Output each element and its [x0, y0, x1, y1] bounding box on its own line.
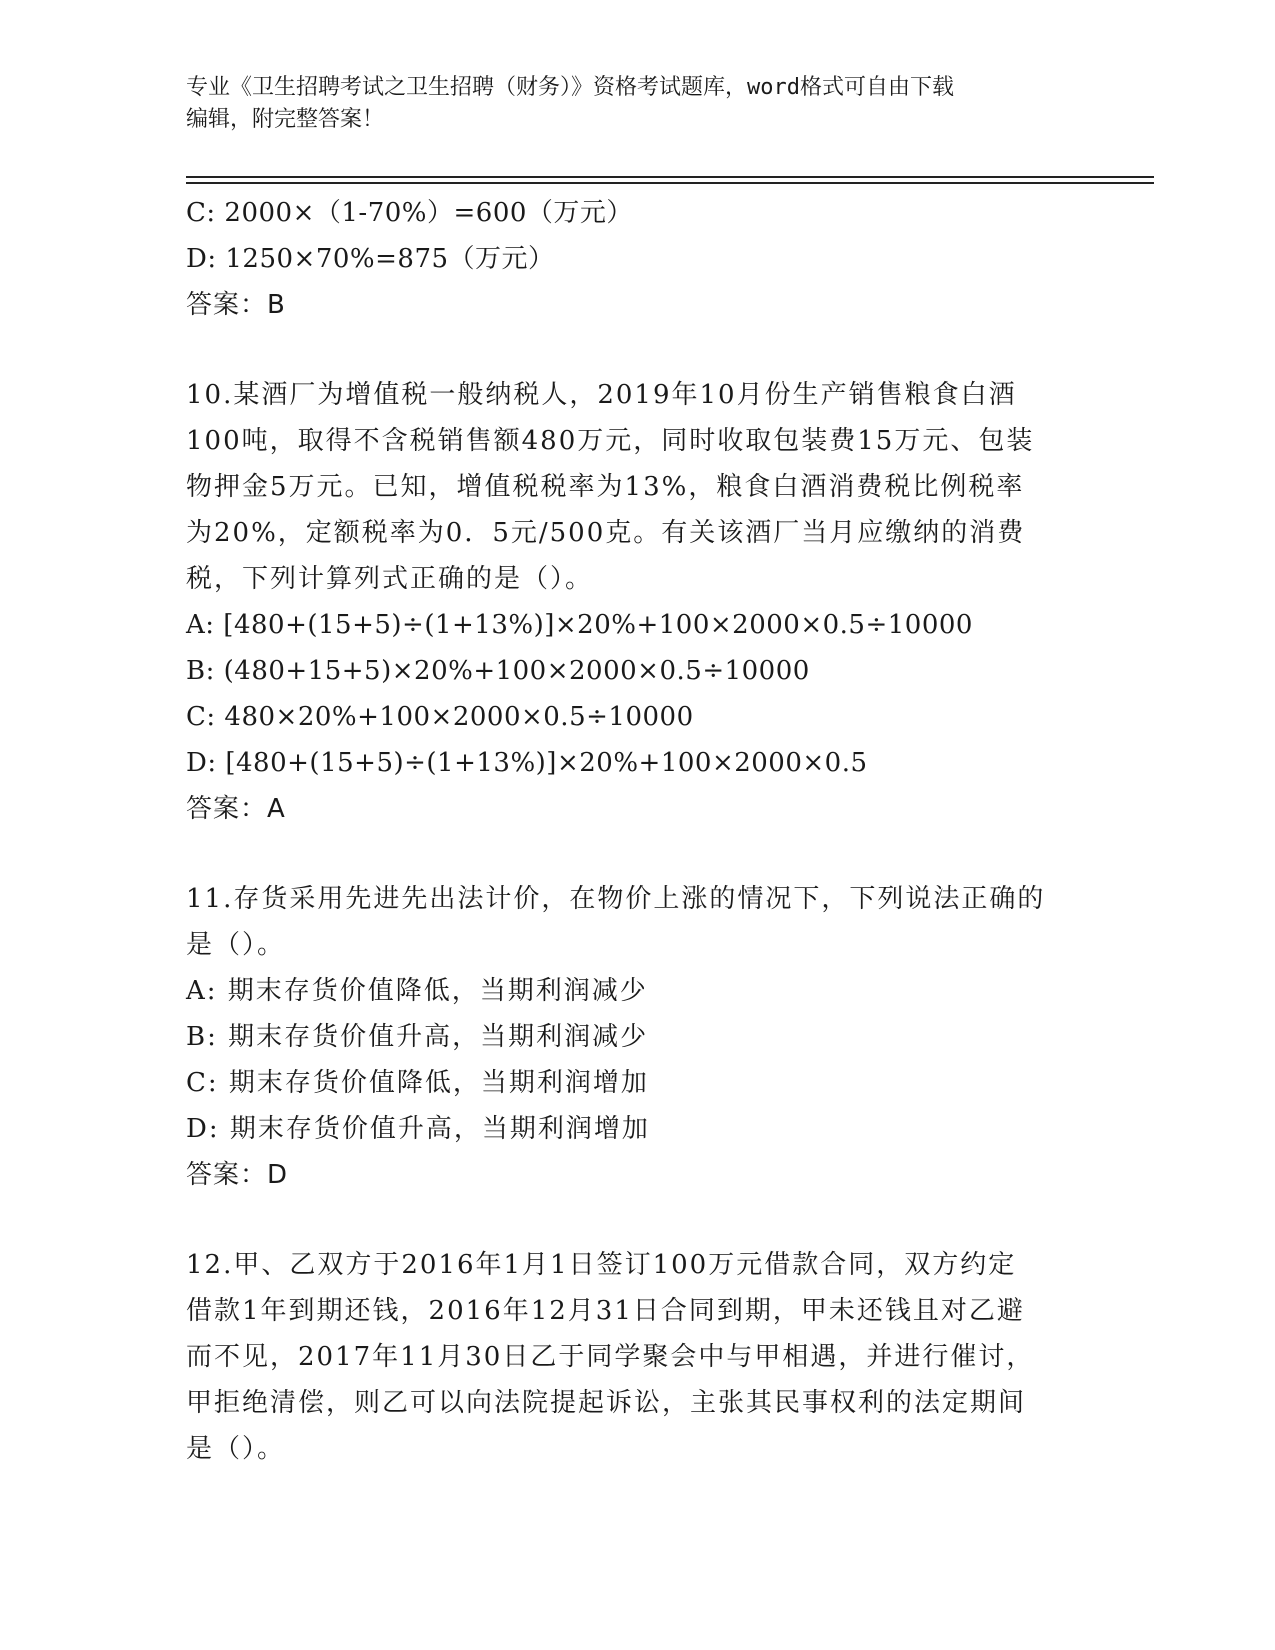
question-12 [186, 1242, 1086, 1472]
option-c: C: 480×20%+100×2000×0.5÷10000 [186, 702, 694, 732]
option-d: D: [480+(15+5)÷(1+13%)]×20%+100×2000×0.5 [186, 748, 868, 778]
question-stem-line: 甲拒绝清偿，则乙可以向法院提起诉讼，主张其民事权利的法定期间 [186, 1388, 1027, 1418]
option-a: A: 期末存货价值降低，当期利润减少 [186, 976, 648, 1006]
answer-line: 答案：A [186, 794, 286, 824]
option-d: D: 期末存货价值升高，当期利润增加 [186, 1114, 650, 1144]
answer-line: 答案：D [186, 1160, 289, 1190]
question-stem-line: 物押金5万元。已知，增值税税率为13%，粮食白酒消费税比例税率 [186, 472, 1025, 502]
question-stem-line: 为20%，定额税率为0．5元/500克。有关该酒厂当月应缴纳的消费 [186, 518, 1026, 548]
question-stem-line: 税，下列计算列式正确的是（）。 [186, 564, 594, 594]
question-stem-line: 10.某酒厂为增值税一般纳税人，2019年10月份生产销售粮食白酒 [186, 380, 1017, 410]
option-c: C: 2000×（1-70%）=600（万元） [186, 198, 633, 228]
spacer [186, 328, 1086, 372]
question-11-options [186, 968, 1086, 1198]
question-10 [186, 372, 1086, 602]
question-9-tail [186, 190, 1086, 328]
header-line-2: 编辑，附完整答案！ [186, 107, 385, 132]
question-stem-line: 100吨，取得不含税销售额480万元，同时收取包装费15万元、包装 [186, 426, 1035, 456]
question-11 [186, 876, 1086, 968]
header-line-1: 专业《卫生招聘考试之卫生招聘（财务）》资格考试题库，word格式可自由下载 [186, 75, 954, 100]
answer-line: 答案：B [186, 290, 286, 320]
option-b: B: (480+15+5)×20%+100×2000×0.5÷10000 [186, 656, 810, 686]
question-stem-line: 11.存货采用先进先出法计价，在物价上涨的情况下，下列说法正确的 [186, 884, 1046, 914]
option-a: A: [480+(15+5)÷(1+13%)]×20%+100×2000×0.5÷10000 [186, 610, 973, 640]
spacer [186, 832, 1086, 876]
question-10-options [186, 602, 1086, 832]
option-b: B: 期末存货价值升高，当期利润减少 [186, 1022, 649, 1052]
question-stem-line: 而不见，2017年11月30日乙于同学聚会中与甲相遇，并进行催讨， [186, 1342, 1035, 1372]
option-c: C: 期末存货价值降低，当期利润增加 [186, 1068, 649, 1098]
document-header [186, 72, 1086, 136]
question-stem-line: 借款1年到期还钱，2016年12月31日合同到期，甲未还钱且对乙避 [186, 1296, 1025, 1326]
question-stem-line: 是（）。 [186, 1434, 286, 1464]
header-rule-top [186, 176, 1154, 178]
spacer [186, 1198, 1086, 1242]
option-d: D: 1250×70%=875（万元） [186, 244, 555, 274]
question-stem-line: 是（）。 [186, 930, 286, 960]
header-rule-bottom [186, 182, 1154, 184]
question-stem-line: 12.甲、乙双方于2016年1月1日签订100万元借款合同，双方约定 [186, 1250, 1017, 1280]
document-body [186, 190, 1086, 1472]
